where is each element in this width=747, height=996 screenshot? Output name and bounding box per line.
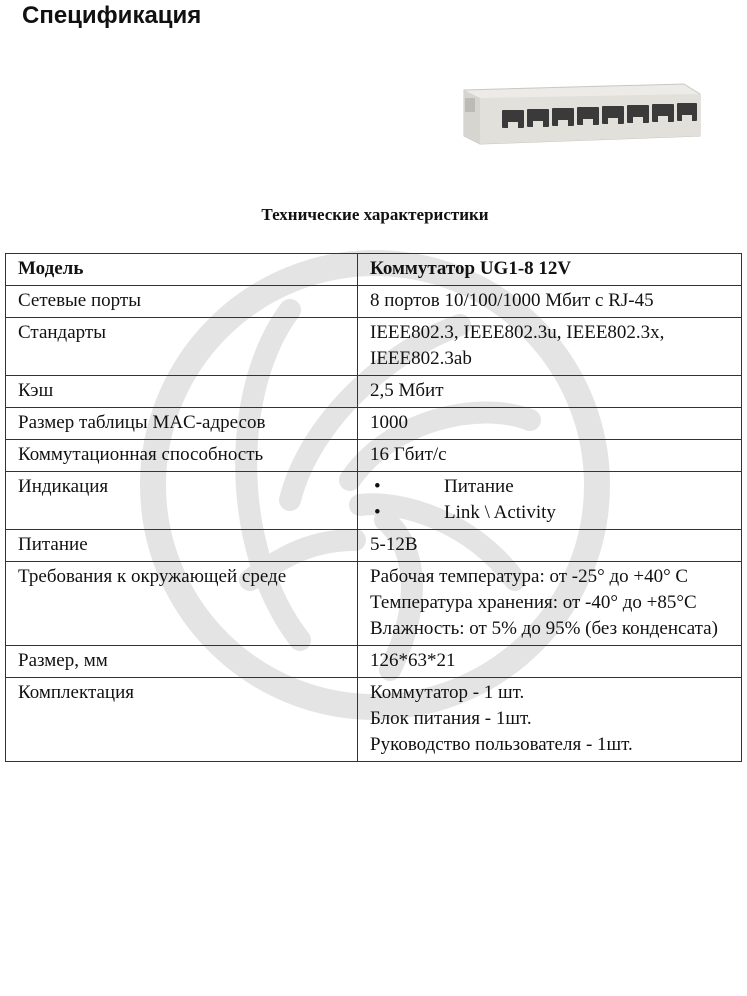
row-label: Кэш xyxy=(6,376,358,408)
row-label: Размер, мм xyxy=(6,646,358,678)
value-line: 5-12В xyxy=(370,534,418,555)
row-label: Комплектация xyxy=(6,678,358,762)
table-row xyxy=(6,678,742,762)
indication-list xyxy=(370,474,731,526)
spec-table xyxy=(5,253,742,762)
value-line: 126*63*21 xyxy=(370,650,456,671)
table-row xyxy=(6,440,742,472)
table-row xyxy=(6,562,742,646)
value-line: IEEE802.3, IEEE802.3u, IEEE802.3x, IEEE802.3ab xyxy=(370,322,665,369)
row-value xyxy=(358,472,742,530)
row-value xyxy=(358,562,742,646)
row-label: Питание xyxy=(6,530,358,562)
list-item-text: Питание xyxy=(444,476,514,497)
table-row xyxy=(6,646,742,678)
value-line: Коммутатор - 1 шт. xyxy=(370,682,525,703)
row-value xyxy=(358,440,742,472)
section-subtitle: Технические характеристики xyxy=(261,205,489,224)
bullet-icon: • xyxy=(374,502,381,523)
row-label: Сетевые порты xyxy=(6,286,358,318)
value-line: 2,5 Мбит xyxy=(370,380,444,401)
value-line: 16 Гбит/с xyxy=(370,444,447,465)
value-line: Блок питания - 1шт. xyxy=(370,708,532,729)
table-row xyxy=(6,530,742,562)
table-row xyxy=(6,408,742,440)
row-label: Индикация xyxy=(6,472,358,530)
table-row xyxy=(6,286,742,318)
row-value xyxy=(358,408,742,440)
row-value xyxy=(358,678,742,762)
value-line: Температура хранения: от -40° до +85°С xyxy=(370,592,697,613)
row-value xyxy=(358,530,742,562)
value-line: 8 портов 10/100/1000 Мбит с RJ-45 xyxy=(370,290,654,311)
header-value: Коммутатор UG1-8 12V xyxy=(358,254,742,286)
row-value xyxy=(358,286,742,318)
list-item xyxy=(370,474,731,500)
bullet-icon: • xyxy=(374,476,381,497)
header-label: Модель xyxy=(6,254,358,286)
page-title: Спецификация xyxy=(22,2,202,29)
value-line: 1000 xyxy=(370,412,408,433)
switch-product-image xyxy=(458,78,704,148)
table-row xyxy=(6,318,742,376)
row-value xyxy=(358,646,742,678)
list-item xyxy=(370,500,731,526)
row-label: Размер таблицы MAC-адресов xyxy=(6,408,358,440)
row-label: Требования к окружающей среде xyxy=(6,562,358,646)
table-header-row xyxy=(6,254,742,286)
value-line: Руководство пользователя - 1шт. xyxy=(370,734,633,755)
value-line: Влажность: от 5% до 95% (без конденсата) xyxy=(370,618,718,639)
row-label: Коммутационная способность xyxy=(6,440,358,472)
table-row xyxy=(6,376,742,408)
row-value xyxy=(358,376,742,408)
row-label: Стандарты xyxy=(6,318,358,376)
value-line: Рабочая температура: от -25° до +40° С xyxy=(370,566,689,587)
table-row xyxy=(6,472,742,530)
list-item-text: Link \ Activity xyxy=(444,502,556,523)
row-value xyxy=(358,318,742,376)
